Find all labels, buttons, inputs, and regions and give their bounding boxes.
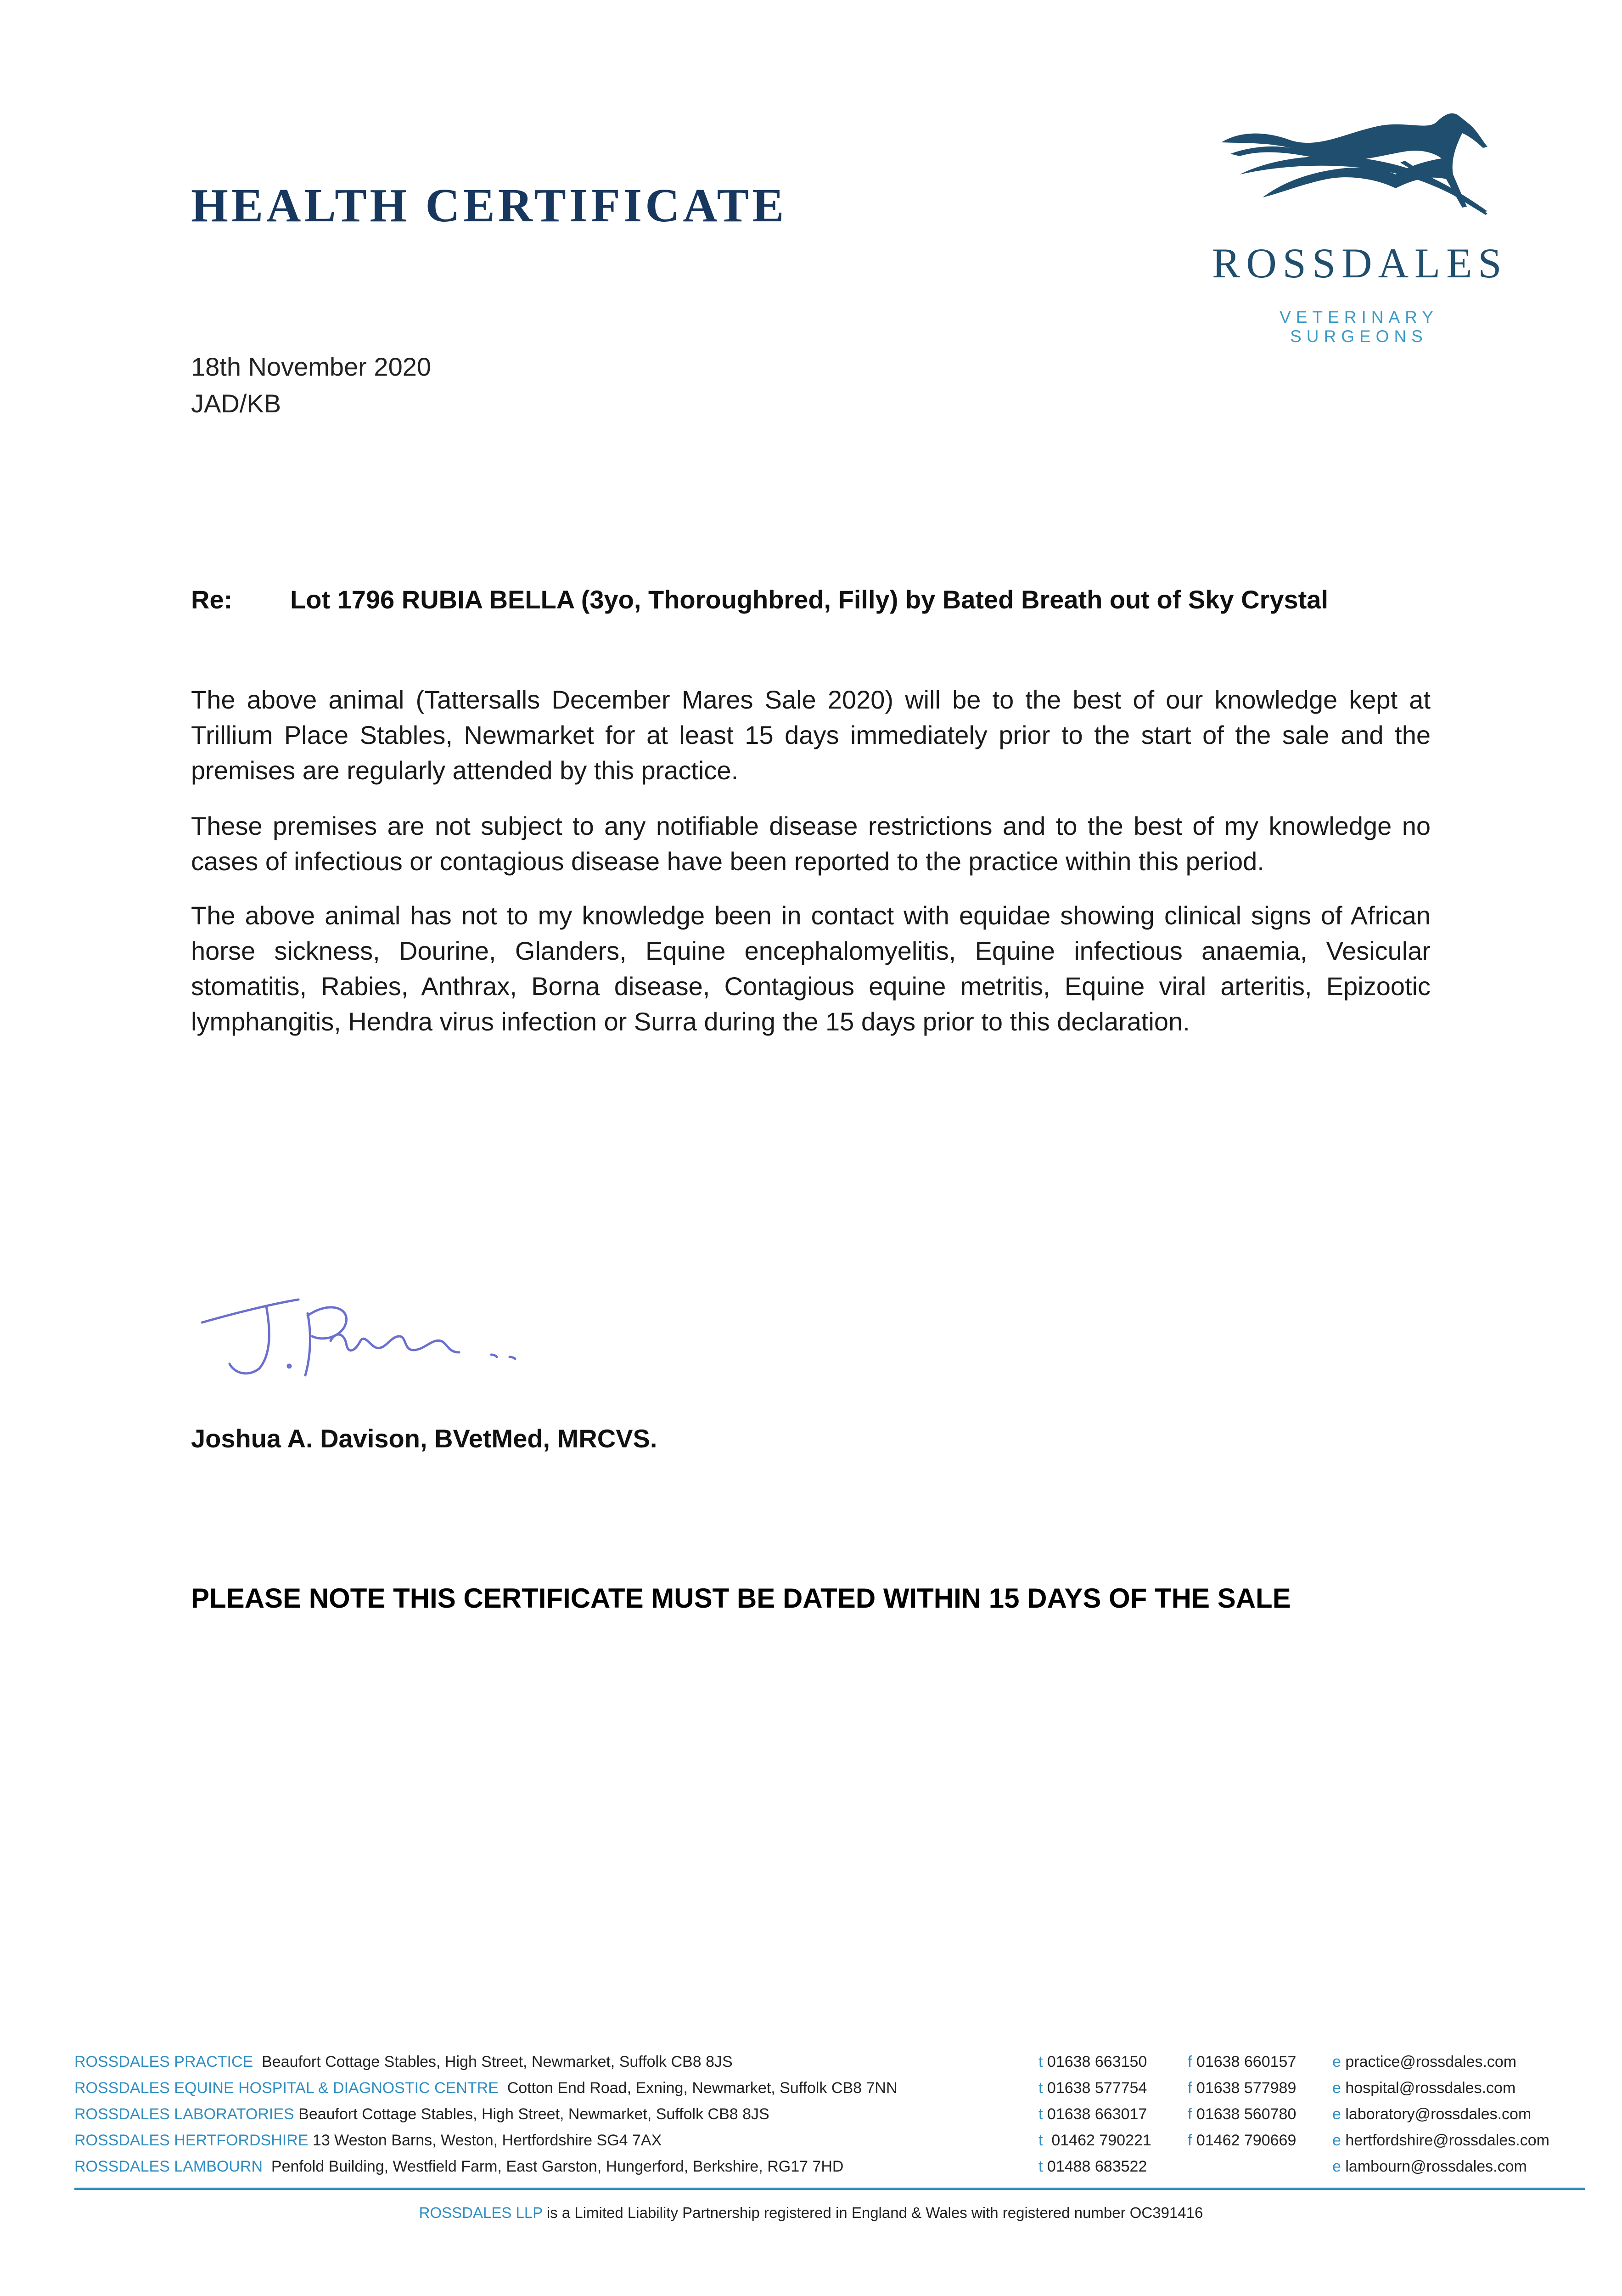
- email-label: e: [1332, 2105, 1341, 2123]
- subject-line: Lot 1796 RUBIA BELLA (3yo, Thoroughbred, Filly) by Bated Breath out of Sky Crystal: [290, 585, 1328, 614]
- footer-row: [74, 2158, 1585, 2184]
- footer-branch-name: ROSSDALES LAMBOURN: [74, 2158, 263, 2175]
- important-note: PLEASE NOTE THIS CERTIFICATE MUST BE DATED WITHIN 15 DAYS OF THE SALE: [191, 1583, 1291, 1614]
- body-paragraph: The above animal (Tattersalls December Mares Sale 2020) will be to the best of our knowledge kept at Trillium Place Stables, Newmarket for at least 15 days immediately prior to the start of the sale and the premises are regularly attended by this practice.: [191, 685, 1431, 785]
- footer-phone: 01488 683522: [1047, 2158, 1147, 2175]
- footer-email[interactable]: hospital@rossdales.com: [1345, 2079, 1516, 2097]
- footer-fax: 01462 790669: [1196, 2132, 1296, 2149]
- phone-label: t: [1038, 2132, 1043, 2149]
- footer-fax: 01638 660157: [1196, 2053, 1296, 2071]
- document-reference: JAD/KB: [191, 389, 281, 418]
- signer-name: Joshua A. Davison, BVetMed, MRCVS.: [191, 1424, 657, 1453]
- logo-tagline: VETERINARY SURGEONS: [1280, 308, 1438, 346]
- fax-label: f: [1188, 2105, 1192, 2123]
- rossdales-logo: [1212, 106, 1533, 344]
- footer-branch-address: Cotton End Road, Exning, Newmarket, Suffolk CB8 7NN: [507, 2079, 898, 2097]
- footer-branch-address: Penfold Building, Westfield Farm, East Garston, Hungerford, Berkshire, RG17 7HD: [271, 2158, 844, 2175]
- phone-label: t: [1038, 2079, 1043, 2097]
- phone-label: t: [1038, 2053, 1043, 2071]
- footer-divider: [74, 2188, 1585, 2190]
- horse-logo-icon: [1212, 106, 1506, 234]
- logo-wordmark: ROSSDALES: [1212, 240, 1508, 287]
- email-label: e: [1332, 2079, 1341, 2097]
- footer-contacts: [74, 2053, 1585, 2184]
- footer-branch-name: ROSSDALES LABORATORIES: [74, 2105, 294, 2123]
- footer-phone: 01638 577754: [1047, 2079, 1147, 2097]
- footer-fax: 01638 577989: [1196, 2079, 1296, 2097]
- footer-row: [74, 2132, 1585, 2158]
- footer-branch-name: ROSSDALES EQUINE HOSPITAL & DIAGNOSTIC CENTRE: [74, 2079, 499, 2097]
- fax-label: f: [1188, 2132, 1192, 2149]
- fax-label: f: [1188, 2053, 1192, 2071]
- footer-email[interactable]: laboratory@rossdales.com: [1345, 2105, 1532, 2123]
- footer-email[interactable]: practice@rossdales.com: [1345, 2053, 1517, 2071]
- document-date: 18th November 2020: [191, 352, 432, 381]
- email-label: e: [1332, 2132, 1341, 2149]
- phone-label: t: [1038, 2158, 1043, 2175]
- email-label: e: [1332, 2053, 1341, 2071]
- fax-label: f: [1188, 2079, 1192, 2097]
- legal-text: is a Limited Liability Partnership registered in England & Wales with registered number OC391416: [546, 2204, 1203, 2221]
- footer-row: [74, 2079, 1585, 2105]
- footer-branch-name: ROSSDALES HERTFORDSHIRE: [74, 2132, 309, 2149]
- legal-notice: [0, 2204, 1622, 2222]
- document-title: HEALTH CERTIFICATE: [191, 179, 787, 232]
- footer-branch-name: ROSSDALES PRACTICE: [74, 2053, 253, 2071]
- footer-branch-address: Beaufort Cottage Stables, High Street, Newmarket, Suffolk CB8 8JS: [262, 2053, 733, 2071]
- footer-fax: 01638 560780: [1196, 2105, 1296, 2123]
- body-paragraph: The above animal has not to my knowledge been in contact with equidae showing clinical signs of African horse sickness, Dourine, Glanders, Equine encephalomyelitis, Equine infectious anaemia, Vesicular stomatitis, Rabies, Anthrax, Borna disease, Contagious equine metritis, Equine viral arteritis, Epizootic lymphangitis, Hendra virus infection or Surra during the 15 days prior to this declaration.: [191, 901, 1431, 1036]
- body-paragraph: These premises are not subject to any notifiable disease restrictions and to the best of my knowledge no cases of infectious or contagious disease have been reported to the practice within this period.: [191, 811, 1431, 876]
- footer-phone: 01638 663150: [1047, 2053, 1147, 2071]
- subject-label: Re:: [191, 585, 233, 614]
- footer-email[interactable]: lambourn@rossdales.com: [1345, 2158, 1527, 2175]
- footer-row: [74, 2053, 1585, 2079]
- footer-branch-address: 13 Weston Barns, Weston, Hertfordshire SG4 7AX: [312, 2132, 662, 2149]
- email-label: e: [1332, 2158, 1341, 2175]
- footer-row: [74, 2105, 1585, 2132]
- legal-company-name: ROSSDALES LLP: [419, 2204, 543, 2221]
- footer-branch-address: Beaufort Cottage Stables, High Street, Newmarket, Suffolk CB8 8JS: [298, 2105, 769, 2123]
- footer-email[interactable]: hertfordshire@rossdales.com: [1345, 2132, 1549, 2149]
- footer-phone: 01638 663017: [1047, 2105, 1147, 2123]
- phone-label: t: [1038, 2105, 1043, 2123]
- footer-phone: 01462 790221: [1051, 2132, 1151, 2149]
- handwritten-signature: [197, 1281, 546, 1391]
